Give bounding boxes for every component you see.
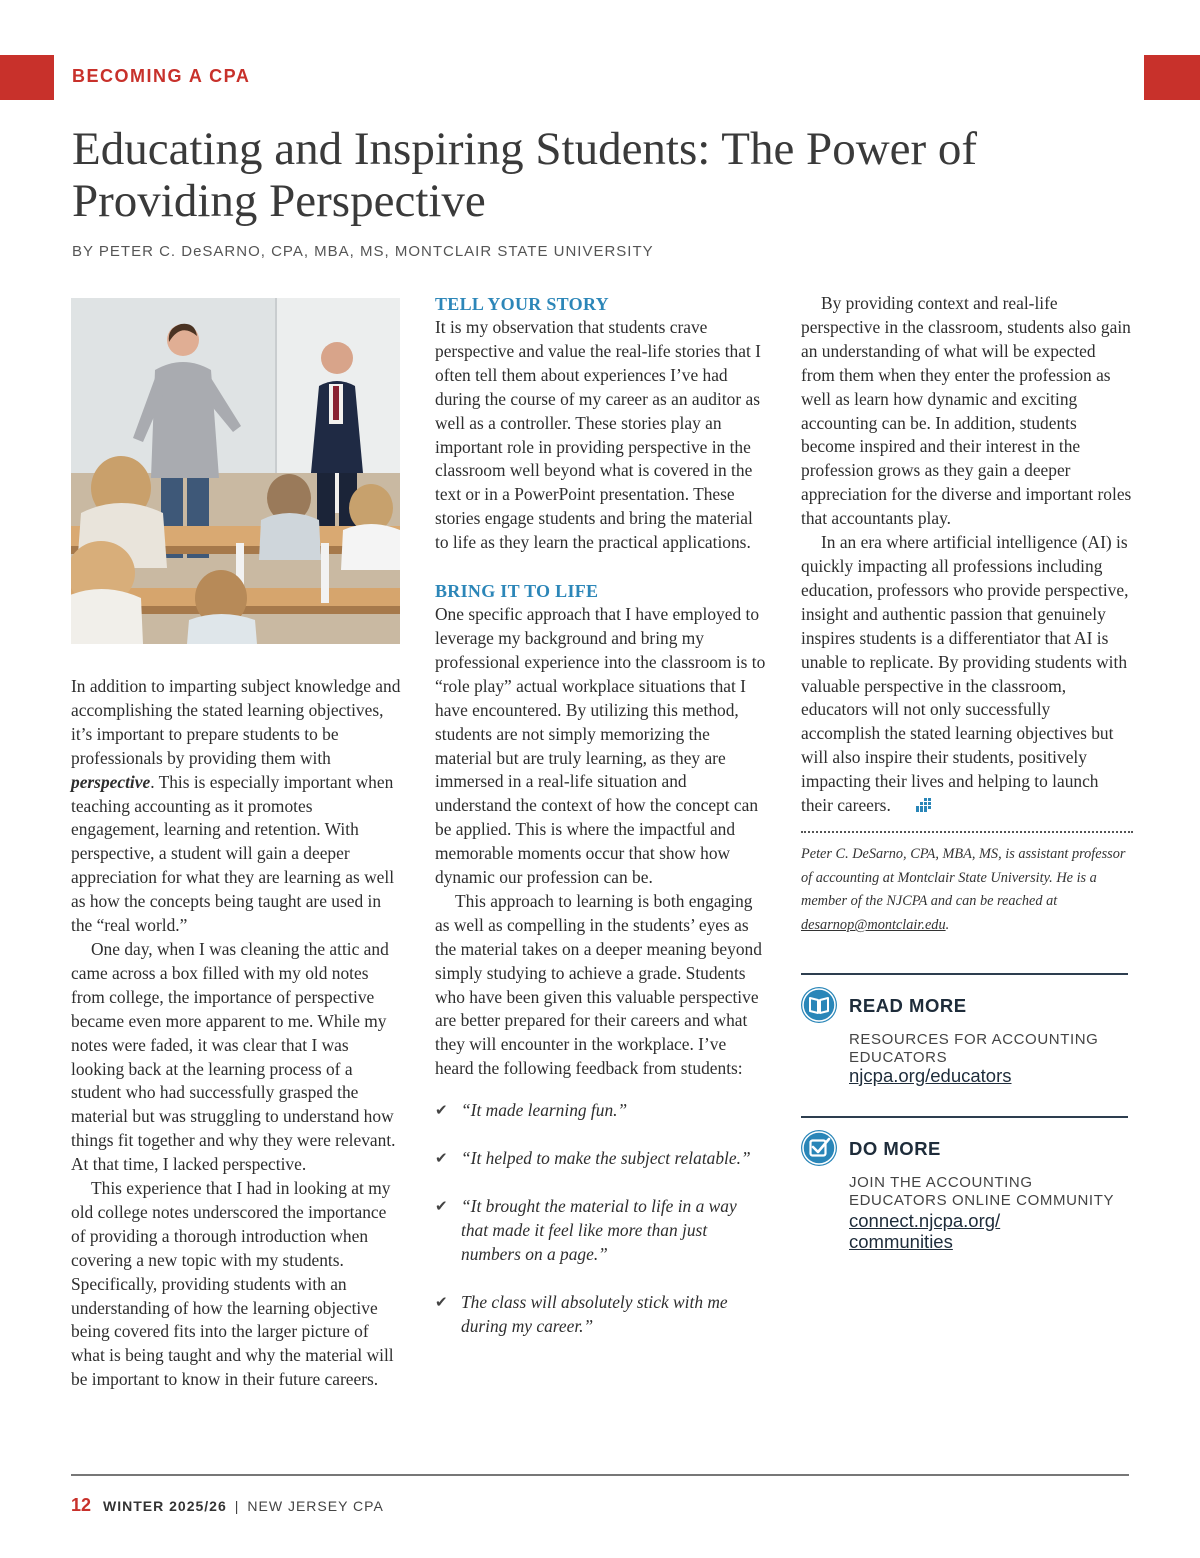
article-title: Educating and Inspiring Students: The Power of Providing Perspective: [72, 123, 978, 227]
paragraph: One day, when I was cleaning the attic and came across a box filled with my old notes from college, the importance of perspective became even more apparent to me. While my notes were faded, it was clear that I was looking back at the learning process of a student who had successfully grasped the material but was struggling to understand how things fit together and why they were relevant. At that time, I lacked perspective.: [71, 938, 396, 1175]
section-label: BECOMING A CPA: [72, 66, 251, 86]
header-tab-left: [0, 55, 54, 100]
author-email-link[interactable]: desarnop@montclair.edu: [801, 917, 946, 934]
paragraph: One specific approach that I have employed to leverage my background and bring my professional experience into the classroom is to “role play” actual workplace situations that I have encountered. By utilizing this method, students are not simply memorizing the material but are truly learning, as they are immersed in a real-life situation and understand the context of how the concept can be applied. This is where the impactful and memorable moments occur that show how dynamic our profession can be.: [435, 604, 766, 888]
emphasis-perspective: perspective: [71, 771, 151, 792]
read-more-rule: [801, 973, 1128, 975]
quote-item: ✔ The class will absolutely stick with me during my career.”: [435, 1291, 728, 1336]
book-icon: [801, 987, 837, 1023]
community-link-line2[interactable]: communities: [849, 1231, 953, 1252]
paragraph: In addition to imparting subject knowledge and accomplishing the stated learning objectives, it’s important to prepare students to be professionals by providing them with perspective. This is especially important when teaching accounting as it promotes engagement, learning and retention. With perspective, a student will gain a deeper appreciation for what they are learning as well as how the concepts being taught are used in the “real world.”: [71, 676, 401, 936]
footer-rule: [71, 1474, 1129, 1476]
page-footer: [71, 1495, 384, 1516]
do-more-heading: DO MORE: [849, 1138, 941, 1159]
paragraph: In an era where artificial intelligence (AI) is quickly impacting all professions including education, professors who provide perspective, insight and authentic passion that genuinely inspires students is a differentiator that AI is unable to replicate. By providing students with valuable perspective in the classroom, educators will not only successfully accomplish the stated learning objectives but will also inspire their students, positively impacting their lives and helping to launch their careers.: [801, 531, 1133, 819]
issue-label: WINTER 2025/26: [103, 1498, 227, 1514]
paragraph: This approach to learning is both engaging as well as compelling in the students’ eyes as the material takes on a deeper meaning beyond simply studying to achieve a grade. Students who have been given this valuable perspective are better prepared for their careers and what they will encounter in the workplace. I’ve heard the following feedback from students:: [435, 890, 762, 1079]
article-column-2: [435, 292, 767, 1363]
checkmark-icon: ✔: [435, 1199, 448, 1215]
do-more-subtext: JOIN THE ACCOUNTING EDUCATORS ONLINE COMMUNITY: [849, 1174, 1115, 1209]
read-more-box: [801, 987, 1131, 1087]
bio-divider: [801, 831, 1133, 833]
quote-item: ✔ “It helped to make the subject relatable.”: [435, 1147, 767, 1171]
student-quotes-list: [435, 1099, 767, 1338]
article-column-1: [71, 675, 403, 1392]
do-more-box: [801, 1130, 1131, 1255]
checkmark-icon: ✔: [435, 1103, 448, 1120]
article-column-3: [801, 292, 1133, 938]
checkmark-icon: ✔: [435, 1151, 448, 1168]
read-more-subtext: RESOURCES FOR ACCOUNTING EDUCATORS: [849, 1031, 1099, 1066]
educators-link[interactable]: njcpa.org/educators: [849, 1065, 1012, 1086]
footer-separator: |: [234, 1498, 240, 1514]
checkbox-icon: [801, 1130, 837, 1166]
paragraph: By providing context and real-life perspective in the classroom, students also gain an understanding of what will be expected from them when they enter the profession as well as learn how dynamic and exciting accounting can be. In addition, students become inspired and their interest in the profession grows as they gain a deeper appreciation for the diverse and important roles that accountants play.: [801, 293, 1132, 529]
publication-name: NEW JERSEY CPA: [247, 1498, 384, 1514]
quote-item: ✔ “It made learning fun.”: [435, 1099, 767, 1123]
subhead-tell-your-story: TELL YOUR STORY: [435, 294, 609, 314]
do-more-rule: [801, 1116, 1128, 1118]
community-link-line1[interactable]: connect.njcpa.org/: [849, 1210, 1001, 1231]
quote-item: ✔ “It brought the material to life in a way that made it feel like more than just numbers on a page.”: [435, 1196, 737, 1264]
paragraph: It is my observation that students crave perspective and value the real-life stories that I often tell them about experiences I’ve had during the course of my career as an auditor as well as a controller. These stories play an important role in providing perspective in the classroom well beyond what is covered in the text or in a PowerPoint presentation. These stories engage students and bring the material to life as they learn the practical applications.: [435, 317, 761, 553]
page-number: 12: [71, 1495, 92, 1515]
author-bio: Peter C. DeSarno, CPA, MBA, MS, is assistant professor of accounting at Montclair State University. He is a member of the NJCPA and can be reached at desarnop@montclair.edu.: [801, 845, 1126, 934]
header-tab-right: [1144, 55, 1200, 100]
classroom-photo: [71, 298, 400, 644]
subhead-bring-it-to-life: BRING IT TO LIFE: [435, 581, 599, 602]
paragraph: This experience that I had in looking at my old college notes underscored the importance of providing a thorough introduction when covering a new topic with my students. Specifically, providing students with an understanding of how the learning objective being covered fits into the larger picture of what is being taught and why the material will be important to know in their future careers.: [71, 1178, 394, 1390]
end-mark-icon: [895, 795, 931, 819]
checkmark-icon: ✔: [435, 1294, 448, 1311]
read-more-heading: READ MORE: [849, 995, 967, 1016]
byline: BY PETER C. DeSARNO, CPA, MBA, MS, MONTCLAIR STATE UNIVERSITY: [72, 243, 654, 260]
